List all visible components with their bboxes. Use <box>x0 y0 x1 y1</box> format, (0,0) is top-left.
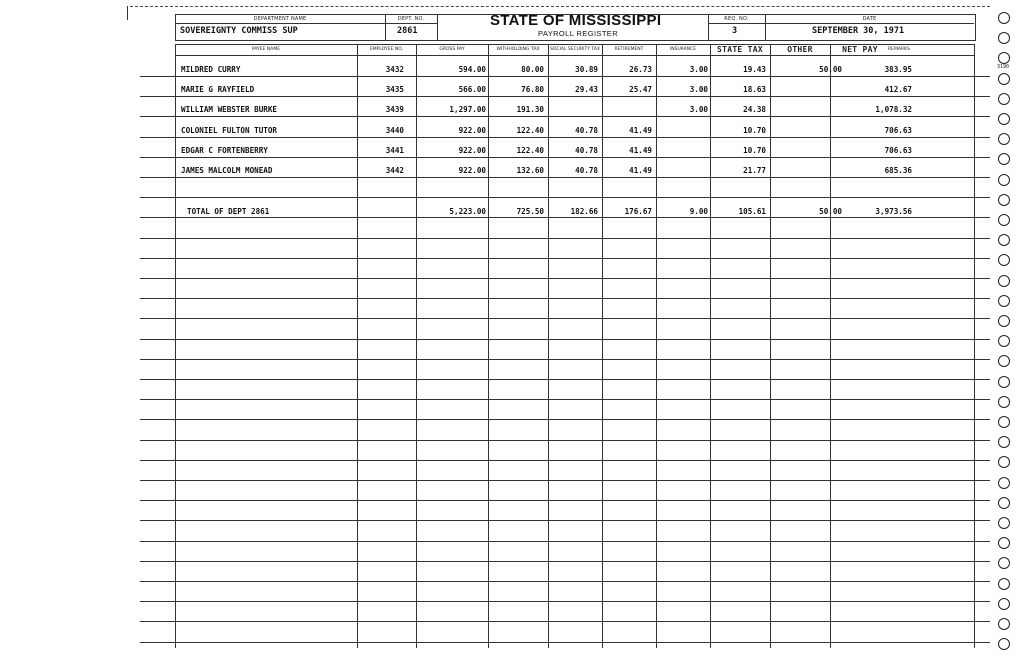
total-gross-pay: 5,223.00 <box>449 207 486 216</box>
feed-hole <box>998 376 1010 388</box>
col-header-retirement: RETIREMENT <box>614 47 644 52</box>
other: 50.00 <box>819 65 842 74</box>
column-rule <box>770 44 771 648</box>
net-pay: 383.95 <box>884 65 912 74</box>
page-subtitle: PAYROLL REGISTER <box>538 29 619 38</box>
feed-hole <box>998 214 1010 226</box>
department-name: SOVEREIGNTY COMMISS SUP <box>180 26 298 36</box>
payee-name: MILDRED CURRY <box>181 65 241 74</box>
retirement: 41.49 <box>629 166 652 175</box>
ruled-line <box>140 500 990 501</box>
feed-hole <box>998 194 1010 206</box>
ruled-line <box>140 258 990 259</box>
total-withholding-tax: 725.50 <box>516 207 544 216</box>
employee-no: 3440 <box>385 126 404 135</box>
feed-hole <box>998 618 1010 630</box>
feed-hole <box>998 315 1010 327</box>
date-value: SEPTEMBER 30, 1971 <box>812 26 905 36</box>
retirement: 41.49 <box>629 126 652 135</box>
gross-pay: 594.00 <box>458 65 486 74</box>
net-pay: 412.67 <box>884 85 912 94</box>
retirement: 26.73 <box>629 65 652 74</box>
ruled-line <box>140 116 990 117</box>
total-insurance: 9.00 <box>689 207 708 216</box>
column-rule <box>602 44 603 648</box>
retirement: 41.49 <box>629 146 652 155</box>
employee-no: 3432 <box>385 65 404 74</box>
payee-name: EDGAR C FORTENBERRY <box>181 146 268 155</box>
total-label: TOTAL OF DEPT 2861 <box>187 207 270 216</box>
total-net-pay: 3,973.56 <box>875 207 912 216</box>
insurance <box>658 125 708 137</box>
payee-name: WILLIAM WEBSTER BURKE <box>181 105 278 114</box>
dept-no-label: DEPT. NO. <box>397 16 425 22</box>
feed-hole <box>998 234 1010 246</box>
retirement <box>604 104 652 116</box>
state-tax: 24.38 <box>743 105 766 114</box>
feed-hole <box>998 497 1010 509</box>
ruled-line <box>140 601 990 602</box>
col-header-remarks: REMARKS <box>888 47 910 52</box>
payee-name: COLONIEL FULTON TUTOR <box>181 126 278 135</box>
column-rule <box>175 44 176 648</box>
tear-line <box>130 6 990 7</box>
total-social-security-tax: 182.66 <box>570 207 598 216</box>
employee-no: 3442 <box>385 166 404 175</box>
feed-hole <box>998 93 1010 105</box>
insurance: 3.00 <box>689 65 708 74</box>
req-no-label: REQ. NO. <box>724 16 749 22</box>
page-title: STATE OF MISSISSIPPI <box>490 12 662 29</box>
col-header-payee-name: PAYEE NAME <box>251 47 281 52</box>
net-pay: 706.63 <box>884 146 912 155</box>
social-security-tax: 40.78 <box>575 126 598 135</box>
feed-hole <box>998 153 1010 165</box>
total-retirement: 176.67 <box>624 207 652 216</box>
ruled-line <box>140 318 990 319</box>
gross-pay: 922.00 <box>458 126 486 135</box>
col-header-social-security-tax: SOCIAL SECURITY TAX <box>550 47 600 52</box>
column-rule <box>548 44 549 648</box>
column-rule <box>974 44 975 648</box>
ruled-line <box>140 96 990 97</box>
employee-no: 3441 <box>385 146 404 155</box>
col-header-state-tax: STATE TAX <box>716 45 764 54</box>
social-security-tax: 40.78 <box>575 166 598 175</box>
feed-hole <box>998 295 1010 307</box>
withholding-tax: 80.00 <box>521 65 544 74</box>
feed-hole <box>998 517 1010 529</box>
feed-hole <box>998 416 1010 428</box>
ruled-line <box>140 157 990 158</box>
ruled-line <box>140 76 990 77</box>
feed-hole <box>998 32 1010 44</box>
column-rule <box>710 44 711 648</box>
left-edge-mark <box>127 6 128 20</box>
ruled-line <box>140 460 990 461</box>
ruled-line <box>140 278 990 279</box>
column-rule <box>488 44 489 648</box>
col-header-withholding-tax: WITHHOLDING TAX <box>496 47 540 52</box>
total-state-tax: 105.61 <box>738 207 766 216</box>
net-pay: 706.63 <box>884 126 912 135</box>
ruled-line <box>140 137 990 138</box>
employee-no: 3435 <box>385 85 404 94</box>
withholding-tax: 122.40 <box>516 146 544 155</box>
social-security-tax: 40.78 <box>575 146 598 155</box>
state-tax: 10.70 <box>743 146 766 155</box>
payee-name: JAMES MALCOLM MONEAD <box>181 166 273 175</box>
col-header-employee-no: EMPLOYEE NO. <box>369 47 404 52</box>
withholding-tax: 76.80 <box>521 85 544 94</box>
feed-hole <box>998 73 1010 85</box>
ruled-line <box>140 379 990 380</box>
feed-hole <box>998 52 1010 64</box>
column-rule <box>416 44 417 648</box>
date-label: DATE <box>862 16 877 22</box>
feed-hole <box>998 477 1010 489</box>
state-tax: 10.70 <box>743 126 766 135</box>
ruled-line <box>140 177 990 178</box>
insurance: 3.00 <box>689 85 708 94</box>
ruled-line <box>140 419 990 420</box>
state-tax: 18.63 <box>743 85 766 94</box>
feed-hole <box>998 335 1010 347</box>
department-name-label: DEPARTMENT NAME <box>253 16 307 22</box>
dept-no: 2861 <box>397 26 418 36</box>
net-pay: 685.36 <box>884 166 912 175</box>
withholding-tax: 122.40 <box>516 126 544 135</box>
insurance: 3.00 <box>689 105 708 114</box>
feed-hole <box>998 355 1010 367</box>
ruled-line <box>140 642 990 643</box>
feed-hole <box>998 598 1010 610</box>
feed-hole <box>998 275 1010 287</box>
feed-hole <box>998 436 1010 448</box>
req-no: 3 <box>732 26 738 36</box>
margin-mark: 3190 <box>997 64 1010 70</box>
feed-hole <box>998 537 1010 549</box>
ruled-line <box>140 480 990 481</box>
gross-pay: 922.00 <box>458 146 486 155</box>
retirement: 25.47 <box>629 85 652 94</box>
feed-hole <box>998 133 1010 145</box>
feed-hole <box>998 578 1010 590</box>
withholding-tax: 191.30 <box>516 105 544 114</box>
feed-hole <box>998 396 1010 408</box>
ruled-line <box>140 359 990 360</box>
col-header-gross-pay: GROSS PAY <box>439 47 465 52</box>
ruled-line <box>140 541 990 542</box>
payee-name: MARIE G RAYFIELD <box>181 85 255 94</box>
ruled-line <box>140 561 990 562</box>
feed-hole <box>998 557 1010 569</box>
ruled-line <box>140 440 990 441</box>
feed-hole <box>998 113 1010 125</box>
ruled-line <box>140 399 990 400</box>
column-rule <box>357 44 358 648</box>
insurance <box>658 165 708 177</box>
gross-pay: 1,297.00 <box>449 105 486 114</box>
col-header-net-pay: NET PAY <box>842 45 878 54</box>
ruled-line <box>140 238 990 239</box>
employee-no: 3439 <box>385 105 404 114</box>
social-security-tax: 29.43 <box>575 85 598 94</box>
feed-hole <box>998 12 1010 24</box>
col-header-other: OTHER <box>787 45 813 54</box>
social-security-tax: 30.89 <box>575 65 598 74</box>
total-other: 50.00 <box>819 207 842 216</box>
state-tax: 21.77 <box>743 166 766 175</box>
state-tax: 19.43 <box>743 65 766 74</box>
withholding-tax: 132.60 <box>516 166 544 175</box>
net-pay: 1,078.32 <box>875 105 912 114</box>
col-header-insurance: INSURANCE <box>669 47 697 52</box>
ruled-line <box>140 197 990 198</box>
ruled-line <box>140 621 990 622</box>
social-security-tax <box>550 104 598 116</box>
column-rule <box>656 44 657 648</box>
gross-pay: 566.00 <box>458 85 486 94</box>
ruled-line <box>140 339 990 340</box>
feed-hole <box>998 254 1010 266</box>
ruled-line <box>140 520 990 521</box>
ruled-line <box>140 581 990 582</box>
feed-hole <box>998 174 1010 186</box>
gross-pay: 922.00 <box>458 166 486 175</box>
feed-hole <box>998 456 1010 468</box>
ruled-line <box>140 298 990 299</box>
insurance <box>658 145 708 157</box>
feed-hole <box>998 638 1010 650</box>
